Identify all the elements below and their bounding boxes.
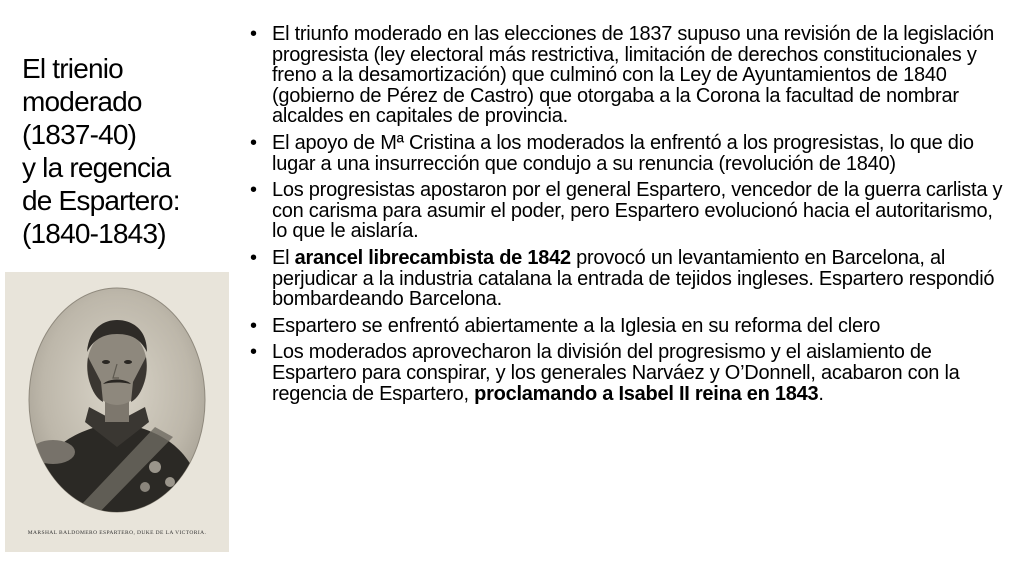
title-line: moderado xyxy=(22,86,142,117)
bullet-marker: • xyxy=(250,179,257,202)
bullet-marker: • xyxy=(250,246,257,269)
bullet-text: Los progresistas apostaron por el general Espartero, vencedor de la guerra carlista y con carisma para asumir el poder, pero Espartero evolucionó hacia el autoritarismo, lo que le aislaría. xyxy=(272,179,1003,243)
portrait-engraving xyxy=(5,272,229,552)
bullet-item xyxy=(250,24,1010,127)
bullet-item xyxy=(250,133,1010,174)
bullet-item xyxy=(250,316,1010,337)
bullet-marker: • xyxy=(250,314,257,337)
bullet-text: El apoyo de Mª Cristina a los moderados la enfrentó a los progresistas, lo que dio lugar a una insurrección que condujo a su renuncia (revolución de 1840) xyxy=(272,131,974,175)
title-line: (1840-1843) xyxy=(22,218,166,249)
bullet-text: Espartero se enfrentó abiertamente a la Iglesia en su reforma del clero xyxy=(272,314,881,337)
bullet-text-pre: El xyxy=(272,246,295,269)
bullet-list xyxy=(250,24,1010,410)
bullet-text-post: . xyxy=(818,382,824,405)
bullet-item xyxy=(250,342,1010,404)
bullet-text-bold: arancel librecambista de 1842 xyxy=(294,246,571,269)
bullet-text-bold: proclamando a Isabel II reina en 1843 xyxy=(474,382,819,405)
title-line: y la regencia xyxy=(22,152,171,183)
bullet-marker: • xyxy=(250,23,257,45)
bullet-marker: • xyxy=(250,131,257,154)
espartero-portrait xyxy=(5,272,229,552)
title-line: de Espartero: xyxy=(22,185,180,216)
portrait-caption: MARSHAL BALDOMERO ESPARTERO, DUKE DE LA VICTORIA. xyxy=(27,530,207,536)
bullet-text-post: provocó un levantamiento en Barcelona, al perjudicar a la industria catalana la entrada de tejidos ingleses. Espartero respondió bombardeando Barcelona. xyxy=(272,246,995,311)
title-line: El trienio xyxy=(22,53,123,84)
bullet-text-pre: Los moderados aprovecharon la división del progresismo y el aislamiento de Espartero para conspirar, y los generales Narváez y O’Donnell, acabaron con la regencia de Espartero, xyxy=(272,341,960,405)
bullet-item xyxy=(250,180,1010,242)
title-line: (1837-40) xyxy=(22,119,137,150)
bullet-item xyxy=(250,248,1010,310)
slide-title xyxy=(22,52,232,250)
bullet-marker: • xyxy=(250,341,257,364)
bullet-text: El triunfo moderado en las elecciones de 1837 supuso una revisión de la legislación progresista (ley electoral más restrictiva, limitación de derechos constitucionales y freno a la desamortización) que culminó con la Ley de Ayuntamientos de 1840 (gobierno de Pérez de Castro) que otorgaba a la Corona la facultad de nombrar alcaldes en capitales de provincia. xyxy=(272,23,994,128)
